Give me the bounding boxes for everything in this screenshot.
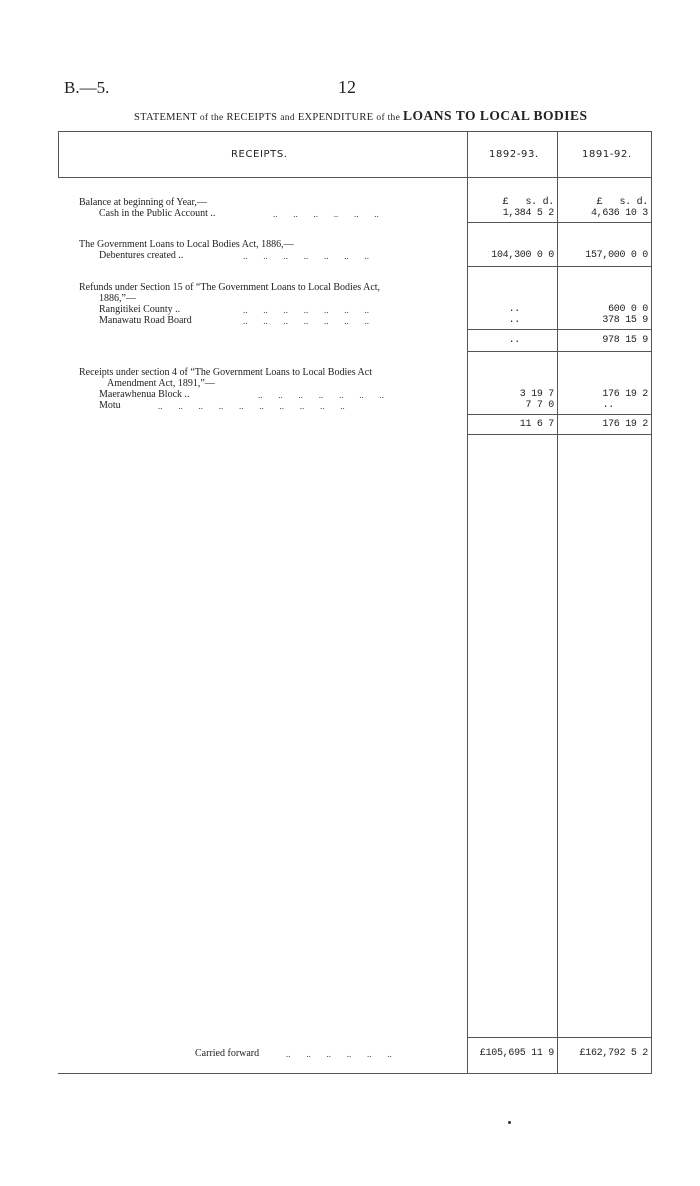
title-part: LOANS TO LOCAL BODIES — [403, 108, 588, 123]
leader-dots: .. .. .. .. .. .. — [273, 209, 379, 219]
page-number: 12 — [338, 77, 356, 97]
section-rule — [468, 434, 651, 435]
amount-1892-93: 7 7 0 — [525, 400, 554, 411]
amount-1891-92: 600 0 0 — [608, 304, 648, 315]
ink-speck — [508, 1121, 511, 1124]
carried-forward-1891-92: £162,792 5 2 — [579, 1048, 648, 1059]
section-heading-refunds-cont: 1886,”— — [99, 293, 136, 304]
subtotal-1892-93: 11 6 7 — [519, 419, 554, 430]
amount-1892-93: .. — [508, 315, 520, 326]
line-item-label: Cash in the Public Account .. — [99, 208, 216, 219]
title-part: EXPENDITURE — [297, 112, 374, 123]
section-heading-section4-cont: Amendment Act, 1891,”— — [107, 378, 215, 389]
title-part: and — [280, 113, 295, 123]
leader-dots: .. .. .. .. .. .. .. .. .. .. — [158, 401, 345, 411]
amount-1891-92: .. — [602, 400, 614, 411]
subtotal-rule — [468, 329, 651, 330]
table-left-rule — [58, 132, 59, 178]
subtotal-1891-92: 978 15 9 — [602, 335, 648, 346]
leader-dots: .. .. .. .. .. .. — [286, 1049, 392, 1059]
carried-forward-label: Carried forward — [195, 1048, 260, 1059]
amount-1892-93: 104,300 0 0 — [491, 250, 554, 261]
subtotal-1891-92: 176 19 2 — [602, 419, 648, 430]
section-heading-govt-loans: The Government Loans to Local Bodies Act, 1886,— — [79, 239, 294, 250]
amount-1892-93: 3 19 7 — [519, 389, 554, 400]
section-rule — [468, 266, 651, 267]
amount-1891-92: 157,000 0 0 — [585, 250, 648, 261]
section-heading-refunds: Refunds under Section 15 of “The Government Loans to Local Bodies Act, — [79, 282, 381, 293]
column-header-1891-92: 1891-92. — [582, 149, 632, 160]
line-item-label: Debentures created .. — [99, 250, 184, 261]
subtotal-1892-93: .. — [508, 335, 520, 346]
line-item-label: Manawatu Road Board — [99, 315, 192, 326]
amount-1891-92: 176 19 2 — [602, 389, 648, 400]
subtotal-rule — [468, 414, 651, 415]
title-part: of the — [376, 113, 401, 123]
leader-dots: .. .. .. .. .. .. .. — [243, 305, 369, 315]
line-item-label: Rangitikei County .. — [99, 304, 181, 315]
currency-header: £ s. d. — [596, 197, 648, 208]
title-part: of the — [199, 113, 224, 123]
amount-1891-92: 4,636 10 3 — [590, 208, 648, 219]
column-header-receipts: RECEIPTS. — [231, 149, 288, 160]
carried-forward-1892-93: £105,695 11 9 — [479, 1048, 554, 1059]
leader-dots: .. .. .. .. .. .. .. — [243, 316, 369, 326]
column-rule — [467, 132, 468, 1073]
footer-rule — [468, 1037, 651, 1038]
statement-title — [134, 108, 588, 124]
section-rule — [468, 351, 651, 352]
section-heading-balance: Balance at beginning of Year,— — [79, 197, 207, 208]
section-rule — [468, 222, 651, 223]
currency-header: £ s. d. — [502, 197, 554, 208]
title-part: RECEIPTS — [226, 112, 278, 123]
receipts-table — [58, 131, 652, 1074]
line-item-label: Motu — [99, 400, 121, 411]
amount-1892-93: .. — [508, 304, 520, 315]
document-reference: B.—5. — [64, 78, 110, 97]
section-heading-section4: Receipts under section 4 of “The Government Loans to Local Bodies Act — [79, 367, 372, 378]
table-right-rule — [651, 132, 652, 1073]
line-item-label: Maerawhenua Block .. — [99, 389, 190, 400]
leader-dots: .. .. .. .. .. .. .. — [243, 251, 369, 261]
column-header-1892-93: 1892-93. — [489, 149, 539, 160]
leader-dots: .. .. .. .. .. .. .. — [258, 390, 384, 400]
amount-1891-92: 378 15 9 — [602, 315, 648, 326]
column-rule — [557, 132, 558, 1073]
title-part: STATEMENT — [134, 112, 197, 123]
header-rule — [58, 177, 652, 178]
amount-1892-93: 1,384 5 2 — [502, 208, 554, 219]
